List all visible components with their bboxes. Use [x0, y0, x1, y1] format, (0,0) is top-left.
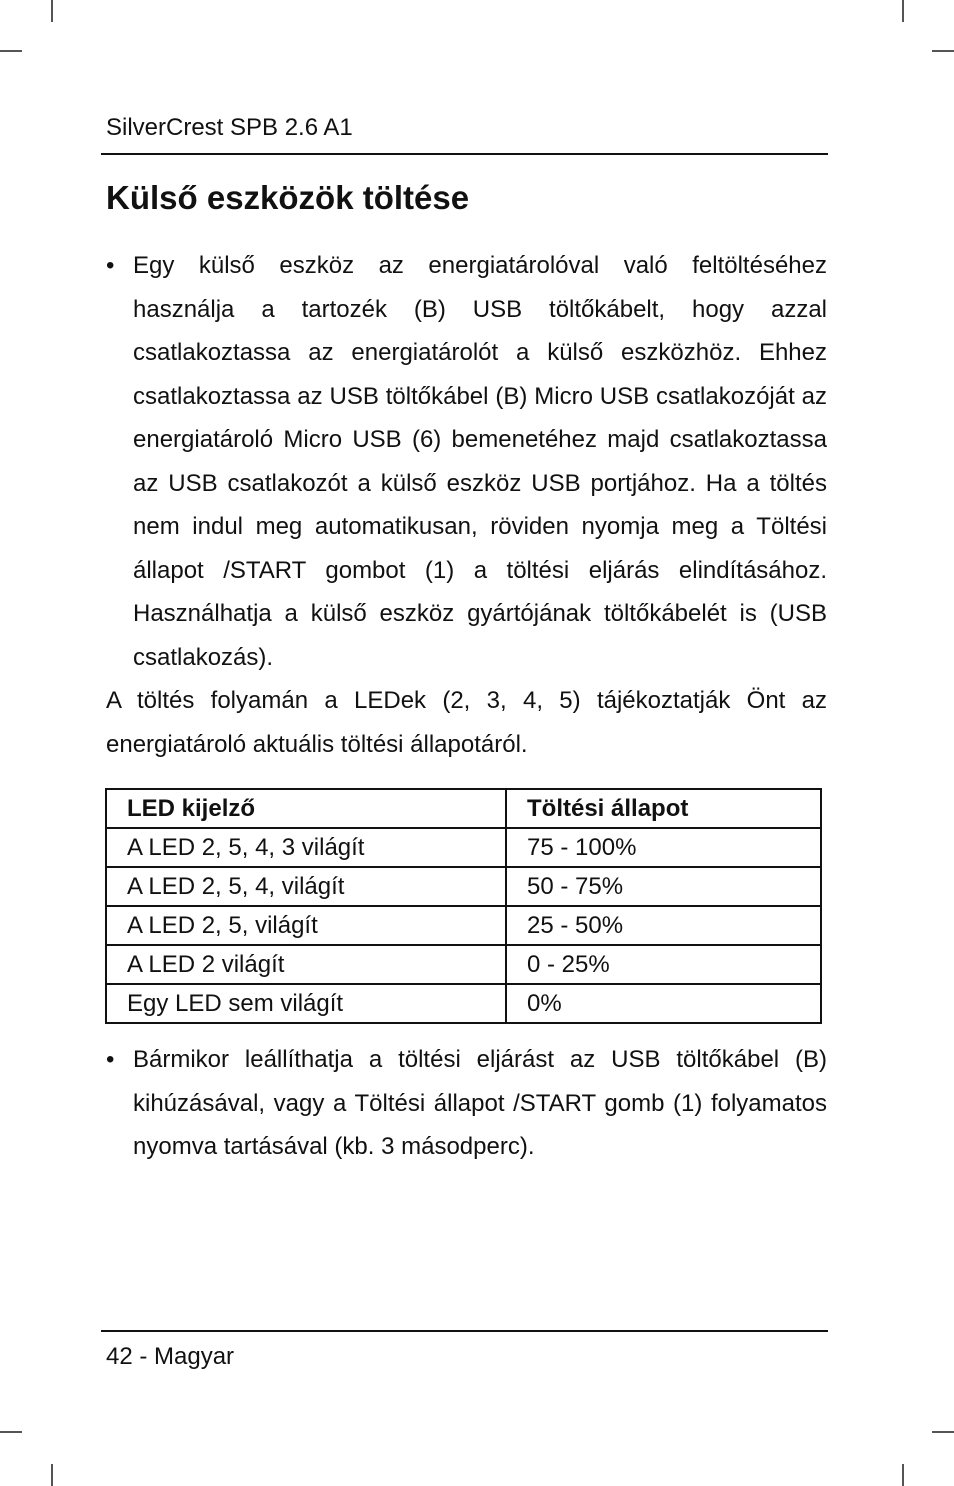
bullet-item-connect [106, 244, 827, 679]
bullet-item-stop [106, 1038, 827, 1169]
stop-block [106, 1038, 827, 1169]
crop-mark [51, 0, 53, 22]
bullet-mark: • [106, 1046, 115, 1073]
crop-mark [0, 1431, 22, 1433]
table-row [106, 867, 821, 906]
crop-mark [902, 0, 904, 22]
table-cell-led: Egy LED sem világít [106, 984, 506, 1023]
crop-mark [932, 50, 954, 52]
header-rule [101, 153, 828, 155]
table-cell-led: A LED 2 világít [106, 945, 506, 984]
crop-mark [932, 1431, 954, 1433]
section-title: Külső eszközök töltése [106, 179, 470, 216]
column-header-status: Töltési állapot [506, 789, 821, 828]
bullet-text: Bármikor leállíthatja a töltési eljárást az USB töltőkábel (B) kihúzásával, vagy a Töltési állapot /START gomb (1) folyamatos nyomva tartásával (kb. 3 másodperc). [133, 1046, 827, 1160]
footer-rule [101, 1330, 828, 1332]
table-row [106, 828, 821, 867]
table-row [106, 945, 821, 984]
table-cell-status: 25 - 50% [506, 906, 821, 945]
running-header: SilverCrest SPB 2.6 A1 [106, 114, 353, 141]
table-cell-status: 75 - 100% [506, 828, 821, 867]
crop-mark [0, 50, 22, 52]
led-status-table [105, 788, 822, 1024]
table-cell-led: A LED 2, 5, 4, világít [106, 867, 506, 906]
led-info-paragraph: A töltés folyamán a LEDek (2, 3, 4, 5) tájékoztatják Önt az energiatároló aktuális töltési állapotáról. [106, 687, 827, 758]
page-footer: 42 - Magyar [106, 1343, 235, 1370]
table-row [106, 984, 821, 1023]
column-header-led: LED kijelző [106, 789, 506, 828]
table-row [106, 906, 821, 945]
bullet-mark: • [106, 252, 115, 279]
crop-mark [51, 1464, 53, 1486]
table-cell-status: 50 - 75% [506, 867, 821, 906]
table-cell-led: A LED 2, 5, világít [106, 906, 506, 945]
table-cell-status: 0 - 25% [506, 945, 821, 984]
table-cell-status: 0% [506, 984, 821, 1023]
table-header-row [106, 789, 821, 828]
intro-block [106, 244, 827, 766]
crop-mark [902, 1464, 904, 1486]
bullet-text: Egy külső eszköz az energiatárolóval való feltöltéséhez használja a tartozék (B) USB töltőkábelt, hogy azzal csatlakoztassa az energiatárolót a külső eszközhöz. Ehhez csatlakoztassa az USB töltőkábel (B) Micro USB csatlakozóját az energiatároló Micro USB (6) bemenetéhez majd csatlakoztassa az USB csatlakozót a külső eszköz USB portjához. Ha a töltés nem indul meg automatikusan, röviden nyomja meg a Töltési állapot /START gombot (1) a töltési eljárás elindításához. Használhatja a külső eszköz gyártójának töltőkábelét is (USB csatlakozás). [133, 252, 827, 671]
table-cell-led: A LED 2, 5, 4, 3 világít [106, 828, 506, 867]
